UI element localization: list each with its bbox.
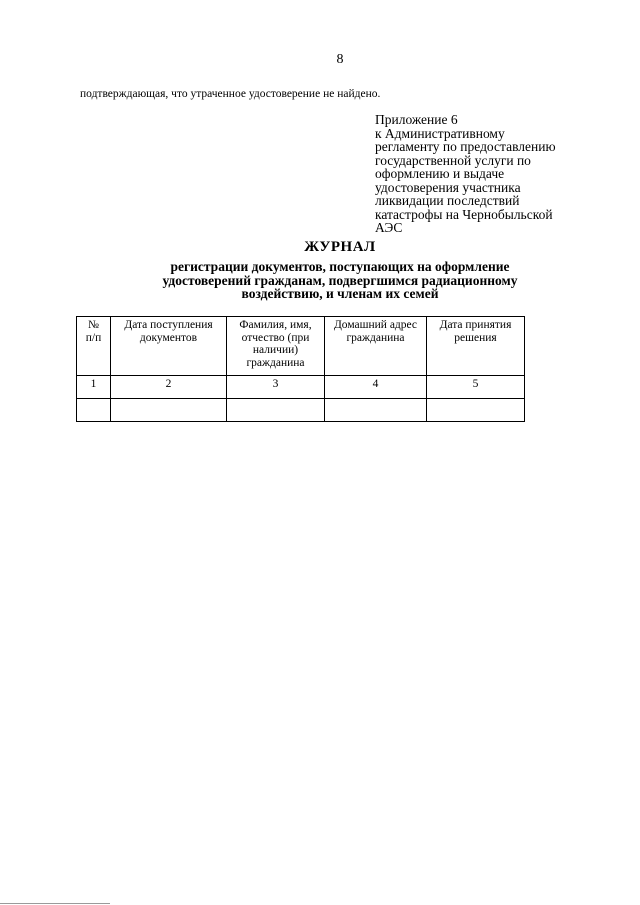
table-cell: 5 <box>427 376 525 399</box>
header-text: наличии) <box>252 344 299 356</box>
intro-line: подтверждающая, что утраченное удостоверение не найдено. <box>80 88 381 100</box>
header-text: п/п <box>85 331 102 344</box>
header-cell-full-name <box>227 317 325 376</box>
table-cell <box>227 399 325 422</box>
table-row <box>77 399 525 422</box>
table-cell: 3 <box>227 376 325 399</box>
appendix-line: удостоверения участника <box>375 179 521 195</box>
appendix-line: регламенту по предоставлению <box>375 139 556 154</box>
table-cell <box>111 399 227 422</box>
page-number: 8 <box>336 52 344 67</box>
appendix-line: оформлению и выдаче <box>375 166 505 181</box>
table-number-row <box>77 376 525 399</box>
table-header-row <box>77 317 525 376</box>
appendix-line: катастрофы на Чернобыльской <box>375 206 553 222</box>
appendix-line: АЭС <box>375 220 403 235</box>
header-cell-decision-date <box>427 317 525 376</box>
table-cell: 2 <box>111 376 227 399</box>
header-text: № <box>88 319 99 331</box>
journal-title: ЖУРНАЛ <box>304 239 376 255</box>
header-text: документов <box>139 331 198 344</box>
header-text: Дата поступления <box>124 319 213 331</box>
appendix-line: к Административному <box>375 125 505 141</box>
header-text: Домашний адрес <box>333 319 418 331</box>
table-cell <box>325 399 427 422</box>
appendix-block <box>375 113 605 235</box>
registration-table <box>76 316 525 422</box>
journal-subtitle-line: удостоверений гражданам, подвергшимся радиационному <box>162 272 518 288</box>
header-text: гражданина <box>346 331 405 344</box>
bottom-divider <box>0 903 110 904</box>
header-text: Фамилия, имя, <box>239 319 312 331</box>
header-text: гражданина <box>246 356 305 369</box>
header-text: решения <box>454 331 497 344</box>
header-cell-number <box>77 317 111 376</box>
appendix-line: ликвидации последствий <box>375 193 520 208</box>
journal-subtitle-line: воздействию, и членам их семей <box>241 286 439 301</box>
header-text: Дата принятия <box>439 319 512 331</box>
table-cell: 1 <box>77 376 111 399</box>
appendix-line: Приложение 6 <box>375 112 458 127</box>
table-cell <box>77 399 111 422</box>
journal-subtitle-line: регистрации документов, поступающих на оформление <box>170 259 510 274</box>
header-text: отчество (при <box>241 331 310 344</box>
journal-subtitle <box>110 260 570 301</box>
table-cell <box>427 399 525 422</box>
appendix-line: государственной услуги по <box>375 152 531 168</box>
header-cell-home-address <box>325 317 427 376</box>
table-cell: 4 <box>325 376 427 399</box>
header-cell-receipt-date <box>111 317 227 376</box>
